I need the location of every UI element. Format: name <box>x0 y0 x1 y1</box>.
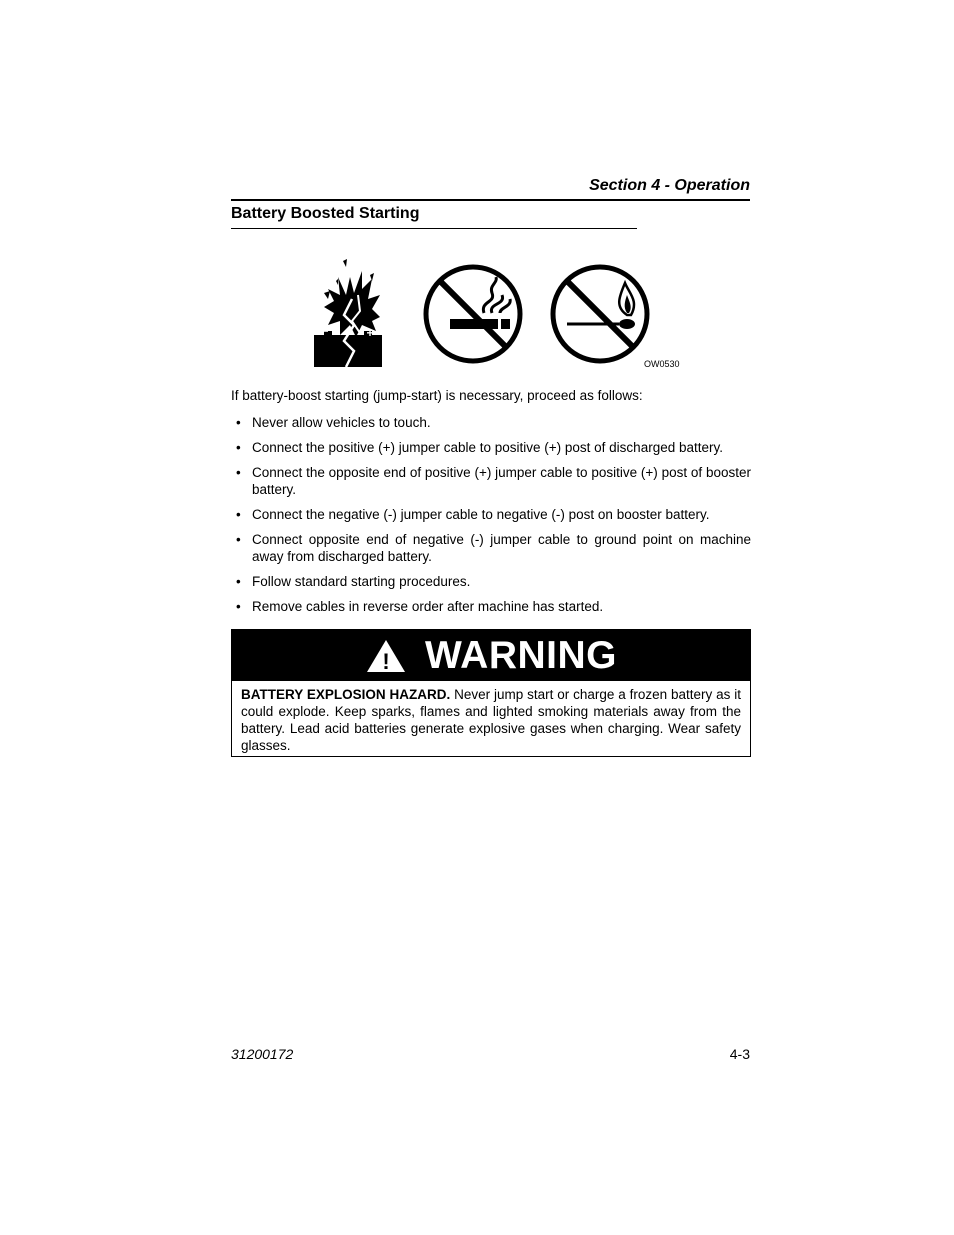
battery-minus-sign: − <box>321 324 329 338</box>
list-item <box>231 439 751 456</box>
intro-text: If battery-boost starting (jump-start) is necessary, proceed as follows: <box>231 388 643 403</box>
warning-lead: BATTERY EXPLOSION HAZARD. <box>241 687 451 702</box>
bullet: • <box>236 574 241 589</box>
list-item <box>231 464 751 498</box>
battery-explosion-icon <box>310 255 386 370</box>
warning-text: Never jump start or charge a frozen battery as it could explode. Keep sparks, flames and lighted smoking materials away from the battery. Lead acid batteries generate explosive gases when charging. Wear safety glasses. <box>241 687 742 753</box>
warning-box <box>231 629 751 757</box>
bullet: • <box>236 532 241 547</box>
battery-plus-sign: + <box>366 326 374 340</box>
safety-figure <box>300 255 680 375</box>
bullet: • <box>236 415 241 430</box>
warning-exclamation: ! <box>382 648 390 674</box>
list-item <box>231 414 751 431</box>
list-item-text: Connect the opposite end of positive (+) jumper cable to positive (+) post of booster battery. <box>252 465 751 497</box>
list-item-text: Connect opposite end of negative (-) jumper cable to ground point on machine away from discharged battery. <box>252 532 751 564</box>
list-item-text: Remove cables in reverse order after machine has started. <box>252 599 604 614</box>
list-item <box>231 506 751 523</box>
bullet: • <box>236 440 241 455</box>
no-smoking-icon <box>422 263 524 365</box>
warning-banner <box>232 630 750 681</box>
list-item-text: Never allow vehicles to touch. <box>252 415 431 430</box>
page-title: Battery Boosted Starting <box>231 205 637 229</box>
document-number: 31200172 <box>231 1046 294 1062</box>
bullet: • <box>236 507 241 522</box>
warning-triangle-icon <box>365 638 407 674</box>
list-item <box>231 573 751 590</box>
section-header: Section 4 - Operation <box>231 177 750 201</box>
list-item <box>231 598 751 615</box>
page-number: 4-3 <box>729 1046 750 1062</box>
list-item-text: Follow standard starting procedures. <box>252 574 471 589</box>
no-open-flame-icon <box>549 263 651 365</box>
step-list <box>231 414 751 623</box>
list-item <box>231 531 751 565</box>
warning-banner-text: WARNING <box>425 633 617 677</box>
bullet: • <box>236 465 241 480</box>
warning-body <box>232 681 750 754</box>
list-item-text: Connect the positive (+) jumper cable to positive (+) post of discharged battery. <box>252 440 723 455</box>
list-item-text: Connect the negative (-) jumper cable to negative (-) post on booster battery. <box>252 507 710 522</box>
figure-code: OW0530 <box>644 359 680 369</box>
bullet: • <box>236 599 241 614</box>
